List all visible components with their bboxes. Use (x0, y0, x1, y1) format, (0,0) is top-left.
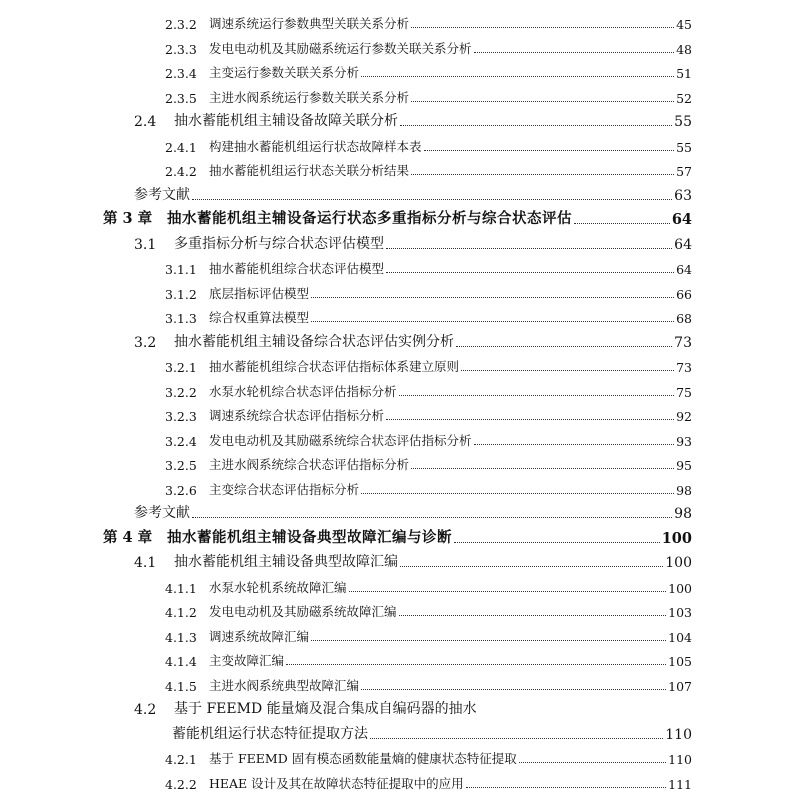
dot-leader (286, 664, 666, 665)
toc-entry[interactable] (165, 427, 692, 449)
toc-entry-page: 107 (668, 678, 692, 694)
dot-leader (386, 248, 672, 249)
toc-entry-number: 2.3.5 (165, 90, 197, 106)
toc-entry[interactable] (103, 206, 692, 228)
dot-leader (311, 297, 674, 298)
toc-entry-number: 3.2.6 (165, 482, 197, 498)
toc-entry-page: 73 (674, 334, 692, 351)
dot-leader (370, 738, 663, 739)
toc-entry-title: 调速系统故障汇编 (209, 628, 310, 644)
toc-entry-page: 111 (668, 776, 692, 792)
toc-entry-title: 抽水蓄能机组主辅设备故障关联分析 (174, 113, 398, 129)
toc-entry[interactable] (165, 133, 692, 155)
toc-entry[interactable] (134, 182, 692, 204)
dot-leader (474, 444, 675, 445)
dot-leader (424, 150, 675, 151)
toc-entry[interactable] (165, 280, 692, 302)
toc-entry-title: 参考文献 (134, 186, 190, 203)
toc-entry[interactable] (165, 451, 692, 473)
toc-entry-title: 水泵水轮机系统故障汇编 (209, 579, 347, 595)
toc-entry[interactable] (134, 500, 692, 522)
toc-entry-page: 100 (668, 580, 692, 596)
toc-entry-title: 主变综合状态评估指标分析 (209, 481, 360, 497)
toc-entry-title: 蓄能机组运行状态特征提取方法 (172, 725, 368, 742)
toc-entry[interactable] (165, 157, 692, 179)
toc-entry-title: 综合权重算法模型 (209, 310, 310, 325)
toc-entry-page: 55 (676, 139, 692, 155)
toc-entry-page: 100 (665, 555, 692, 571)
toc-entry-number: 3.2.4 (165, 433, 197, 449)
toc-entry[interactable] (165, 647, 692, 669)
toc-entry-number: 4.2.2 (165, 776, 197, 792)
toc-entry-page: 55 (674, 114, 692, 130)
dot-leader (456, 346, 672, 347)
dot-leader (361, 689, 666, 690)
toc-entry-title: 主变故障汇编 (209, 653, 285, 668)
toc-entry-page: 92 (676, 409, 692, 424)
toc-entry-title: 多重指标分析与综合状态评估模型 (174, 235, 384, 252)
dot-leader (411, 174, 674, 175)
toc-entry-title: 发电电动机及其励磁系统运行参数关联关系分析 (209, 40, 472, 56)
toc-entry-page: 63 (674, 187, 692, 204)
toc-entry-title: 调速系统综合状态评估指标分析 (209, 408, 385, 423)
dot-leader (454, 542, 660, 543)
dot-leader (400, 125, 672, 126)
toc-entry-number: 2.4 (134, 114, 157, 130)
toc-entry[interactable] (134, 549, 692, 571)
toc-entry[interactable] (165, 402, 692, 424)
toc-entry-title: 底层指标评估模型 (209, 285, 310, 301)
dot-leader (574, 223, 670, 224)
toc-entry-title: 主进水阀系统典型故障汇编 (209, 677, 360, 693)
toc-entry[interactable] (165, 35, 692, 57)
dot-leader (361, 493, 674, 494)
toc-entry-page: 93 (676, 433, 692, 449)
toc-entry-page: 64 (674, 236, 692, 253)
toc-entry-page: 100 (661, 529, 692, 547)
toc-entry-number: 3.2 (134, 334, 157, 351)
dot-leader (361, 76, 674, 77)
toc-entry-number: 4.1.3 (165, 629, 197, 645)
dot-leader (311, 321, 674, 322)
toc-entry-title: 抽水蓄能机组主辅设备综合状态评估实例分析 (174, 333, 454, 350)
toc-entry-page: 45 (676, 17, 692, 32)
toc-entry-title: 基于 FEEMD 能量熵及混合集成自编码器的抽水 (174, 701, 477, 717)
toc-entry[interactable] (134, 696, 477, 718)
toc-entry-title: 基于 FEEMD 固有模态函数能量熵的健康状态特征提取 (209, 751, 517, 766)
toc-entry-title: HEAE 设计及其在故障状态特征提取中的应用 (209, 775, 464, 791)
toc-entry-number: 2.4.2 (165, 164, 197, 179)
toc-entry[interactable] (165, 353, 692, 375)
dot-leader (399, 615, 667, 616)
toc-entry-page: 95 (676, 458, 692, 473)
toc-entry-number: 2.3.3 (165, 41, 197, 57)
toc-entry[interactable] (172, 721, 692, 743)
toc-entry-page: 52 (676, 90, 692, 106)
toc-entry-number: 4.1.1 (165, 580, 197, 596)
toc-entry[interactable] (165, 672, 692, 694)
toc-entry-page: 57 (676, 164, 692, 179)
dot-leader (461, 370, 674, 371)
dot-leader (400, 566, 663, 567)
toc-entry-title: 主变运行参数关联关系分析 (209, 65, 360, 80)
toc-entry-title: 主进水阀系统运行参数关联关系分析 (209, 89, 410, 105)
toc-entry[interactable] (103, 525, 692, 547)
toc-entry[interactable] (165, 378, 692, 400)
dot-leader (399, 395, 675, 396)
toc-entry[interactable] (165, 10, 692, 32)
toc-entry-number: 第 4 章 (103, 528, 153, 546)
toc-entry[interactable] (165, 623, 692, 645)
toc-entry-title: 抽水蓄能机组主辅设备典型故障汇编 (174, 554, 398, 570)
toc-entry-title: 参考文献 (134, 505, 190, 521)
toc-entry-page: 110 (668, 752, 692, 767)
toc-entry[interactable] (165, 304, 692, 326)
toc-entry[interactable] (165, 745, 692, 767)
toc-entry-page: 66 (676, 286, 692, 302)
toc-entry-number: 4.1 (134, 555, 157, 571)
dot-leader (474, 52, 675, 53)
toc-entry-number: 4.2 (134, 702, 157, 718)
toc-entry-number: 4.1.2 (165, 605, 197, 620)
dot-leader (349, 591, 667, 592)
toc-entry[interactable] (165, 574, 692, 596)
toc-entry-title: 抽水蓄能机组综合状态评估模型 (209, 261, 385, 276)
toc-entry-page: 64 (671, 211, 692, 228)
toc-entry-page: 98 (674, 506, 692, 522)
dot-leader (411, 101, 674, 102)
toc-entry-number: 3.2.1 (165, 360, 197, 375)
toc-entry-number: 3.1.2 (165, 286, 197, 302)
toc-entry[interactable] (134, 329, 692, 351)
dot-leader (192, 199, 672, 200)
toc-entry-page: 75 (676, 384, 692, 400)
dot-leader (311, 640, 666, 641)
dot-leader (411, 468, 674, 469)
toc-entry-page: 104 (668, 629, 692, 645)
toc-entry-page: 51 (676, 66, 692, 81)
toc-entry-page: 105 (668, 654, 692, 669)
dot-leader (411, 27, 674, 28)
toc-entry-number: 4.1.4 (165, 654, 197, 669)
toc-entry-number: 3.2.5 (165, 458, 197, 473)
toc-entry[interactable] (165, 598, 692, 620)
toc-entry-number: 3.2.2 (165, 384, 197, 400)
toc-entry[interactable] (165, 255, 692, 277)
toc-entry-title: 抽水蓄能机组综合状态评估指标体系建立原则 (209, 359, 460, 374)
dot-leader (466, 787, 666, 788)
toc-entry[interactable] (165, 59, 692, 81)
toc-entry[interactable] (165, 770, 692, 792)
toc-entry-number: 3.2.3 (165, 409, 197, 424)
toc-entry-number: 2.3.4 (165, 66, 197, 81)
toc-entry-title: 水泵水轮机综合状态评估指标分析 (209, 383, 397, 399)
toc-entry-page: 48 (676, 41, 692, 57)
toc-entry-number: 2.4.1 (165, 139, 197, 155)
toc-entry[interactable] (165, 84, 692, 106)
toc-entry-number: 3.1.3 (165, 311, 197, 326)
toc-entry-number: 2.3.2 (165, 17, 197, 32)
toc-entry[interactable] (134, 231, 692, 253)
toc-entry-number: 3.1.1 (165, 262, 197, 277)
toc-entry-title: 发电电动机及其励磁系统综合状态评估指标分析 (209, 432, 472, 448)
toc-entry-title: 抽水蓄能机组运行状态关联分析结果 (209, 163, 410, 178)
toc-entry-title: 抽水蓄能机组主辅设备典型故障汇编与诊断 (167, 528, 452, 546)
toc-entry-title: 发电电动机及其励磁系统故障汇编 (209, 604, 397, 619)
toc-entry-number: 4.1.5 (165, 678, 197, 694)
toc-entry-title: 抽水蓄能机组主辅设备运行状态多重指标分析与综合状态评估 (167, 210, 572, 227)
dot-leader (192, 517, 672, 518)
toc-entry-page: 98 (676, 482, 692, 498)
toc-entry-page: 103 (668, 605, 692, 620)
dot-leader (386, 272, 674, 273)
toc-entry[interactable] (165, 476, 692, 498)
toc-entry-title: 调速系统运行参数典型关联关系分析 (209, 16, 410, 31)
toc-entry-title: 构建抽水蓄能机组运行状态故障样本表 (209, 138, 422, 154)
toc-entry-page: 68 (676, 311, 692, 326)
toc-entry-page: 64 (676, 262, 692, 277)
toc-entry-number: 3.1 (134, 236, 157, 253)
toc-entry[interactable] (134, 108, 692, 130)
toc-entry-number: 第 3 章 (103, 210, 153, 227)
dot-leader (519, 762, 666, 763)
toc-entry-page: 110 (665, 726, 692, 743)
dot-leader (386, 419, 674, 420)
toc-entry-page: 73 (676, 360, 692, 375)
toc-entry-number: 4.2.1 (165, 752, 197, 767)
toc-entry-title: 主进水阀系统综合状态评估指标分析 (209, 457, 410, 472)
